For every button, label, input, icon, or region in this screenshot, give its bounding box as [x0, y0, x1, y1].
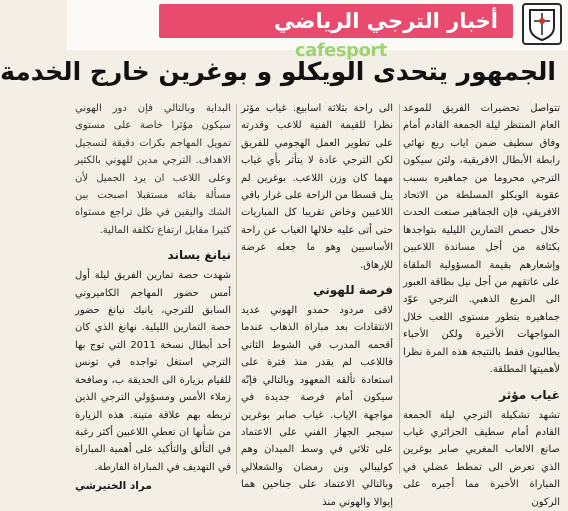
article-column-left: [75, 100, 232, 493]
headline: الجمهور يتحدى الويكلو و بوغرين خارج الخدمة: [0, 57, 556, 86]
subheading: نيانغ يساند: [167, 248, 231, 263]
author-byline: مراد الختيرشي: [75, 480, 152, 493]
paragraph: لاقى مردود حمدو الهوني عديد الانتقادات بعد مباراة الذهاب عندما أقحمه المدرب في الشوط الثاني فاللاعب لم يقدر منذ فترة على استعادة تألقه المعهود وبالتالي فإنّه سيكون أمام فرصة جديدة في مواجهة الإياب. غياب صابر بوغرين سيجبر الجهاز الفني على الاعتماد على ثلاثي في وسط الميدان وهم كوليبالي وبن رمضان والشعلالي وبالتالي الاعتماد على جناحين هما إيوالا والهوني منذ: [241, 305, 393, 508]
article-column-middle: [241, 100, 393, 508]
subheading: فرصة للهوني: [313, 283, 393, 298]
column-divider: [236, 104, 237, 474]
paragraph: تشهد تشكيلة الترجي ليلة الجمعة القادم أمام سطيف الجزائري غياب صانع الالعاب المغربي صابر بوغرين الذي تعرض الى تمطط عضلي في المباراة الأخيرة مما أجبره على الركون: [403, 409, 560, 508]
subheading: غياب مؤثر: [499, 387, 560, 402]
watermark: cafesport: [295, 40, 387, 61]
paragraph: شهدت حصة تمارين الفريق ليلة أول أمس حضور المهاجم الكاميروني السابق للترجي، يانيك نيانغ حضور حصة التمارين الليلية. نهانغ الذي كان أحد أبطال نسخة 2011 التي توج بها الترجي استغل تواجده في تونس للقيام بزيارة الى الحديقة ب، وصافحة زملاء الأمس ومسؤولي الترجي الذين تربطه بهم علاقة متينة. هذه الزيارة من شأنها ان تعطي اللاعبين أكثر رغبة في التألق والتأكيد على أهمية المباراة في التهديف في المباراة الفارطة.: [75, 270, 232, 473]
section-title: أخبار الترجي الرياضي: [273, 9, 498, 33]
article-column-right: [403, 100, 560, 508]
paragraph: تتواصل تحضيرات الفريق للموعد العام المنتظر ليلة الجمعة القادم أمام وفاق سطيف ضمن اياب ربع نهائي رابطة الأبطال الافريقية، ولئن سيكون الترجي محروما من جماهيره بسبب عقوبة الويكلو المسلطة من الاتحاد الافريقي، فإن الجماهير صنعت الحدث خلال حصص التمارين الليلية بتواجدها بكثافة من أجل مساندة اللاعبين وإشعارهم بقيمة المسؤولية الملقاة على عاتقهم من أجل نيل بطاقة العبور الى المربع الذهبي. الترجي عوّد جماهيره بتطور مستوى اللعب خلال المواجهات الأخيرة ولكن الأحباء يطالبون فقط بالنتيجة هذه المرة نظرا لأهميتها المطلقة.: [403, 103, 560, 376]
esperance-crest-icon: [522, 3, 562, 45]
column-divider: [399, 104, 400, 474]
paragraph: البداية وبالتالي فإن دور الهوني سيكون مؤثرا خاصة على مستوى تمويل المهاجم بكرات دقيقة لتسجيل الاهداف. الترجي مدين للهوني بالكثير وعلى اللاعب ان يرد الجميل لأن مسألة بقائه مستقبلا اصبحت بين الشك واليقين في ظل تراجع مستواه كثيرا مقابل ارتفاع تكلفة المالية.: [75, 103, 231, 236]
paragraph: الى راحة بثلاثة اسابيع. غياب مؤثر نظرا للقيمة الفنية للاعب وقدرته على تطوير العمل الهجومي للفريق لكن الترجي عادة لا يتأثر بأي غياب مهما كان وزن اللاعب. بوغرين لم ينل قسطا من الراحة على غرار باقي اللاعبين وخاض تقريبا كل المباريات حتى أتى عليه خلالها الغياب عن راحة الأساسيين وهو ما جعله عرضة للإرهاق.: [241, 103, 393, 271]
